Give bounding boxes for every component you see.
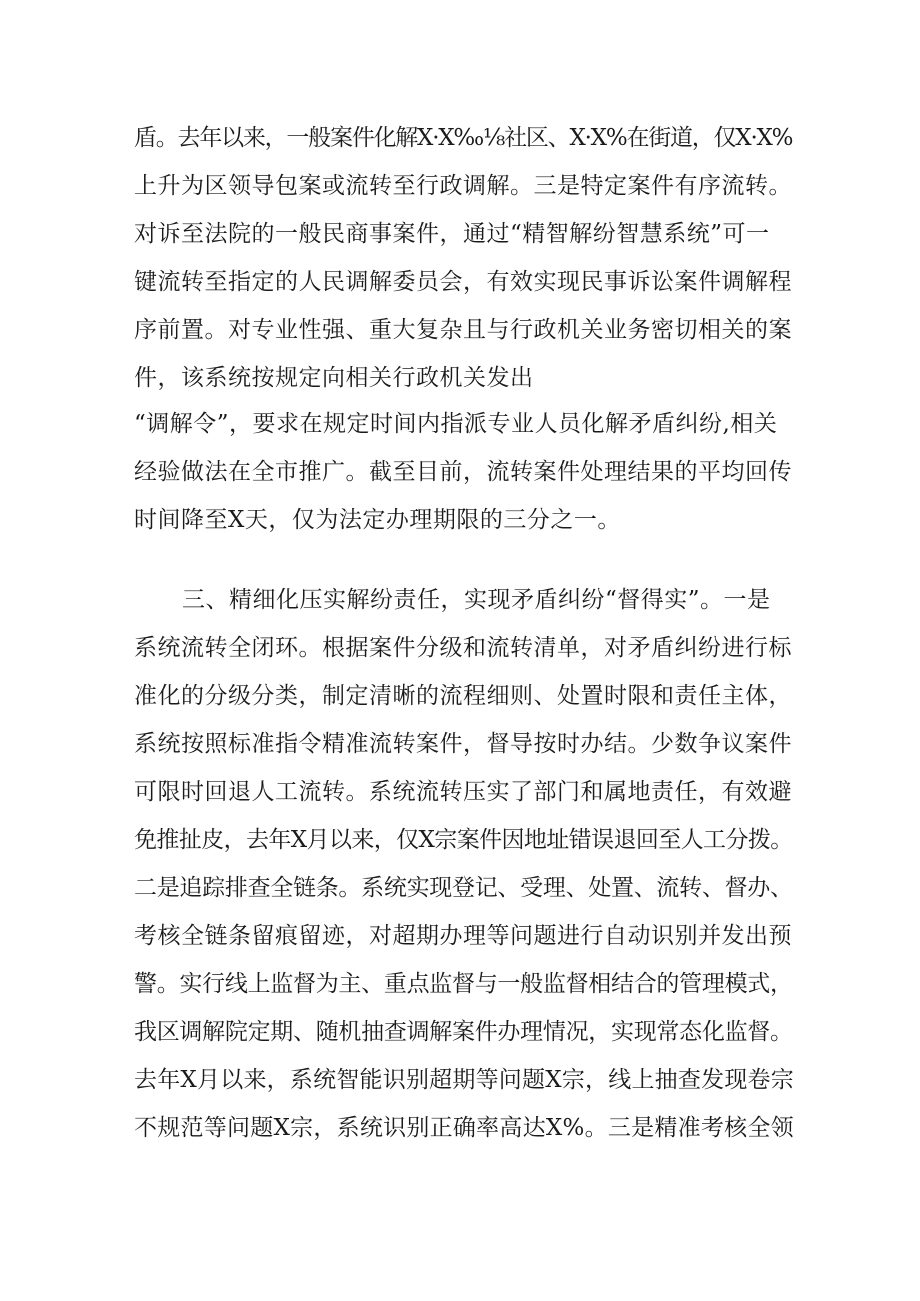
text-line: 不规范等问题X宗，系统识别正确率高达X%。三是精准考核全领	[134, 1115, 794, 1141]
text-line: 可限时回退人工流转。系统流转压实了部门和属地责任，有效避	[134, 779, 792, 805]
text-line: 系统按照标准指令精准流转案件，督导按时办结。少数争议案件	[134, 731, 792, 757]
text-line: 盾。去年以来，一般案件化解X·X‰⅛社区、X·X%在街道，仅X·X%	[134, 125, 793, 151]
text-line: 二是追踪排查全链条。系统实现登记、受理、处置、流转、督办、	[134, 875, 793, 901]
text-line: 序前置。对专业性强、重大复杂且与行政机关业务密切相关的案	[134, 317, 792, 343]
text-line: 考核全链条留痕留迹，对超期办理等问题进行自动识别并发出预	[134, 923, 792, 949]
text-line: 免推扯皮，去年X月以来，仅X宗案件因地址错误退回至人工分拨。	[134, 827, 793, 853]
text-line: 准化的分级分类，制定清晰的流程细则、处置时限和责任主体，	[134, 683, 792, 709]
text-line: 警。实行线上监督为主、重点监督与一般监督相结合的管理模式，	[134, 971, 793, 997]
text-line: 时间降至X天，仅为法定办理期限的三分之一。	[134, 507, 621, 533]
text-line: 件，该系统按规定向相关行政机关发出	[134, 365, 534, 391]
text-line: 经验做法在全市推广。截至目前，流转案件处理结果的平均回传	[134, 459, 792, 485]
text-line: 键流转至指定的人民调解委员会，有效实现民事诉讼案件调解程	[134, 269, 792, 295]
text-line: 对诉至法院的一般民商事案件，通过“精智解纷智慧系统”可一	[134, 221, 770, 247]
text-line: 我区调解院定期、随机抽查调解案件办理情况，实现常态化监督。	[134, 1019, 793, 1045]
text-line: 去年X月以来，系统智能识别超期等问题X宗，线上抽查发现卷宗	[134, 1067, 794, 1093]
section-heading-line: 三、精细化压实解纷责任，实现矛盾纠纷“督得实”。一是	[182, 587, 771, 613]
text-line: 系统流转全闭环。根据案件分级和流转清单，对矛盾纠纷进行标	[134, 635, 792, 661]
text-line: 上升为区领导包案或流转至行政调解。三是特定案件有序流转。	[134, 173, 792, 199]
text-line: “调解令”，要求在规定时间内指派专业人员化解矛盾纠纷,相关	[134, 411, 778, 437]
